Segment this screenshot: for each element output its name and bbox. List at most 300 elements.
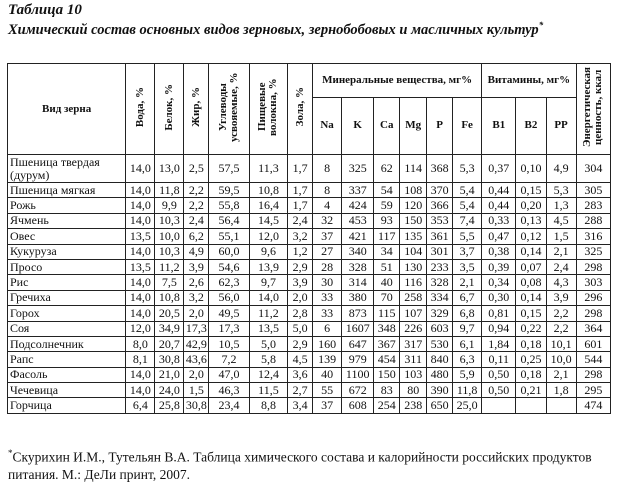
value-cell: 3,6 <box>288 367 313 382</box>
grain-name: Подсолнечник <box>8 336 126 351</box>
value-cell: 0,22 <box>516 321 546 336</box>
value-cell: 21,0 <box>155 367 184 382</box>
value-cell: 317 <box>400 336 427 351</box>
value-cell: 314 <box>342 275 374 290</box>
value-cell: 453 <box>342 213 374 228</box>
value-cell: 6 <box>313 321 342 336</box>
value-cell: 3,5 <box>453 259 482 274</box>
grain-name: Рожь <box>8 198 126 213</box>
header-ca: Ca <box>374 97 400 154</box>
value-cell: 47,0 <box>209 367 249 382</box>
value-cell: 107 <box>400 306 427 321</box>
value-cell: 23,4 <box>209 398 249 413</box>
value-cell: 13,5 <box>126 229 155 244</box>
value-cell: 2,0 <box>184 306 209 321</box>
value-cell: 254 <box>374 398 400 413</box>
value-cell: 8 <box>313 155 342 183</box>
value-cell: 3,9 <box>288 275 313 290</box>
value-cell: 14,0 <box>126 290 155 305</box>
value-cell: 2,5 <box>184 155 209 183</box>
value-cell: 135 <box>400 229 427 244</box>
value-cell: 11,5 <box>249 383 287 398</box>
value-cell: 0,21 <box>516 383 546 398</box>
grain-name: Овес <box>8 229 126 244</box>
table-row <box>8 275 611 290</box>
value-cell: 16,4 <box>249 198 287 213</box>
value-cell: 2,1 <box>546 367 576 382</box>
value-cell: 2,0 <box>184 367 209 382</box>
value-cell: 12,4 <box>249 367 287 382</box>
value-cell: 1,5 <box>546 229 576 244</box>
value-cell: 608 <box>342 398 374 413</box>
value-cell: 10,0 <box>546 352 576 367</box>
value-cell: 1,7 <box>288 198 313 213</box>
value-cell: 34 <box>374 244 400 259</box>
value-cell: 0,15 <box>516 306 546 321</box>
value-cell: 42,9 <box>185 336 207 351</box>
value-cell: 10,3 <box>155 213 184 228</box>
value-cell: 2,8 <box>288 306 313 321</box>
value-cell: 366 <box>427 198 453 213</box>
value-cell: 14,0 <box>126 213 155 228</box>
value-cell: 288 <box>576 213 610 228</box>
value-cell: 0,94 <box>482 321 516 336</box>
value-cell <box>482 398 516 413</box>
value-cell: 304 <box>576 155 610 183</box>
value-cell: 0,39 <box>482 259 516 274</box>
value-cell: 2,2 <box>546 321 576 336</box>
value-cell: 10,8 <box>249 183 287 198</box>
value-cell: 6,3 <box>453 352 482 367</box>
value-cell: 295 <box>576 383 610 398</box>
value-cell: 1100 <box>342 367 374 382</box>
value-cell: 0,11 <box>482 352 516 367</box>
grain-name: Ячмень <box>8 213 126 228</box>
value-cell: 0,14 <box>516 290 546 305</box>
value-cell: 37 <box>313 229 342 244</box>
value-cell: 0,12 <box>516 229 546 244</box>
header-k: K <box>342 97 374 154</box>
value-cell: 454 <box>374 352 400 367</box>
value-cell: 8,8 <box>249 398 287 413</box>
value-cell: 13,5 <box>249 321 287 336</box>
table-row <box>8 259 611 274</box>
value-cell: 303 <box>576 275 610 290</box>
value-cell: 17,3 <box>185 321 207 336</box>
table-row <box>8 290 611 305</box>
value-cell: 104 <box>400 244 427 259</box>
value-cell: 4,9 <box>546 155 576 183</box>
value-cell: 93 <box>374 213 400 228</box>
grain-name: Просо <box>8 259 126 274</box>
value-cell: 328 <box>427 275 453 290</box>
value-cell: 43,6 <box>185 351 207 366</box>
header-b2: B2 <box>516 97 546 154</box>
header-energy: Энергетическая ценность, ккал <box>576 64 610 155</box>
value-cell: 14,0 <box>126 183 155 198</box>
value-cell: 424 <box>342 198 374 213</box>
value-cell: 0,33 <box>482 213 516 228</box>
table-row <box>8 183 611 198</box>
value-cell: 11,2 <box>155 259 184 274</box>
value-cell: 2,2 <box>184 198 209 213</box>
value-cell: 238 <box>400 398 427 413</box>
value-cell: 13,0 <box>155 155 184 183</box>
value-cell: 328 <box>342 259 374 274</box>
grain-name: Рапс <box>8 352 126 367</box>
value-cell: 298 <box>576 306 610 321</box>
header-na: Na <box>313 97 342 154</box>
value-cell: 9,7 <box>453 321 482 336</box>
value-cell: 2,1 <box>453 275 482 290</box>
value-cell: 325 <box>342 155 374 183</box>
value-cell: 305 <box>576 183 610 198</box>
value-cell: 2,9 <box>288 336 313 351</box>
value-cell: 390 <box>427 383 453 398</box>
value-cell: 62 <box>374 155 400 183</box>
value-cell: 3,2 <box>288 229 313 244</box>
value-cell: 11,8 <box>453 383 482 398</box>
header-pp: PP <box>546 97 576 154</box>
value-cell: 25,0 <box>453 398 482 413</box>
value-cell: 361 <box>427 229 453 244</box>
value-cell: 5,3 <box>546 183 576 198</box>
value-cell: 2,4 <box>546 259 576 274</box>
value-cell: 0,08 <box>516 275 546 290</box>
value-cell: 6,1 <box>453 336 482 351</box>
value-cell: 873 <box>342 306 374 321</box>
header-mg: Mg <box>400 97 427 154</box>
value-cell: 56,0 <box>209 290 249 305</box>
table-row <box>8 383 611 398</box>
header-vitamins: Витамины, мг% <box>482 64 576 98</box>
table-row <box>8 398 611 413</box>
value-cell: 117 <box>374 229 400 244</box>
value-cell: 55,1 <box>209 229 249 244</box>
table-body <box>8 155 611 414</box>
value-cell: 1,3 <box>546 198 576 213</box>
value-cell: 11,2 <box>249 306 287 321</box>
value-cell: 1,7 <box>288 155 313 183</box>
value-cell: 116 <box>400 275 427 290</box>
value-cell: 2,2 <box>546 306 576 321</box>
value-cell: 14,0 <box>126 198 155 213</box>
value-cell: 0,10 <box>516 155 546 183</box>
value-cell: 1,84 <box>482 336 516 351</box>
value-cell: 5,5 <box>453 229 482 244</box>
value-cell: 130 <box>400 259 427 274</box>
value-cell: 9,7 <box>249 275 287 290</box>
value-cell: 14,0 <box>126 275 155 290</box>
value-cell: 0,18 <box>516 336 546 351</box>
value-cell: 0,13 <box>516 213 546 228</box>
value-cell: 10,8 <box>155 290 184 305</box>
grain-name: Пшеница мягкая <box>8 183 126 198</box>
value-cell: 5,3 <box>453 155 482 183</box>
value-cell: 46,3 <box>209 383 249 398</box>
value-cell: 0,34 <box>482 275 516 290</box>
value-cell: 6,4 <box>126 398 155 413</box>
value-cell: 0,50 <box>482 383 516 398</box>
header-p: P <box>427 97 453 154</box>
grain-name: Горчица <box>8 398 126 413</box>
value-cell: 601 <box>576 336 610 351</box>
value-cell: 14,0 <box>126 367 155 382</box>
header-carbs: Углеводы усвояемые, % <box>209 64 249 155</box>
value-cell: 368 <box>427 155 453 183</box>
table-row <box>8 336 611 351</box>
value-cell: 421 <box>342 229 374 244</box>
value-cell: 0,81 <box>482 306 516 321</box>
value-cell: 13,9 <box>249 259 287 274</box>
value-cell: 30,8 <box>155 352 184 367</box>
value-cell <box>546 398 576 413</box>
value-cell: 226 <box>400 321 427 336</box>
value-cell: 54,6 <box>209 259 249 274</box>
value-cell: 311 <box>400 352 427 367</box>
value-cell: 283 <box>576 198 610 213</box>
value-cell: 2,4 <box>288 213 313 228</box>
header-fe: Fe <box>453 97 482 154</box>
value-cell: 28 <box>313 259 342 274</box>
value-cell: 83 <box>374 383 400 398</box>
value-cell: 6,2 <box>184 229 209 244</box>
value-cell: 2,1 <box>546 244 576 259</box>
value-cell: 80 <box>400 383 427 398</box>
grain-name: Фасоль <box>8 367 126 382</box>
grain-name: Чечевица <box>8 383 126 398</box>
value-cell: 1,5 <box>184 383 209 398</box>
value-cell: 27 <box>313 244 342 259</box>
grain-name: Гречиха <box>8 290 126 305</box>
table-row <box>8 244 611 259</box>
value-cell: 5,9 <box>453 367 482 382</box>
table-row <box>8 306 611 321</box>
value-cell: 4,5 <box>546 213 576 228</box>
value-cell: 14,0 <box>126 155 155 183</box>
composition-table <box>7 63 611 414</box>
value-cell: 3,4 <box>288 398 313 413</box>
value-cell: 14,0 <box>126 244 155 259</box>
value-cell: 5,8 <box>249 352 287 367</box>
value-cell: 59 <box>374 198 400 213</box>
value-cell: 9,6 <box>249 244 287 259</box>
value-cell: 2,4 <box>184 213 209 228</box>
value-cell: 5,4 <box>453 198 482 213</box>
value-cell: 3,7 <box>453 244 482 259</box>
value-cell: 17,3 <box>209 321 249 336</box>
value-cell: 380 <box>342 290 374 305</box>
value-cell: 24,0 <box>155 383 184 398</box>
value-cell: 33 <box>313 306 342 321</box>
table-row <box>8 229 611 244</box>
value-cell: 55 <box>313 383 342 398</box>
grain-name: Рис <box>8 275 126 290</box>
header-minerals: Минеральные вещества, мг% <box>313 64 482 98</box>
footnote <box>8 445 612 483</box>
value-cell: 70 <box>374 290 400 305</box>
value-cell: 0,20 <box>516 198 546 213</box>
value-cell: 544 <box>576 352 610 367</box>
table-row <box>8 155 611 183</box>
value-cell: 672 <box>342 383 374 398</box>
value-cell: 337 <box>342 183 374 198</box>
table-title: Таблица 10 <box>8 2 82 18</box>
header-grain: Вид зерна <box>8 64 126 155</box>
value-cell: 4 <box>313 198 342 213</box>
value-cell: 3,9 <box>184 259 209 274</box>
value-cell: 103 <box>400 367 427 382</box>
value-cell: 20,5 <box>155 306 184 321</box>
value-cell: 3,2 <box>184 290 209 305</box>
value-cell: 49,5 <box>209 306 249 321</box>
table-row <box>8 367 611 382</box>
value-cell: 8 <box>313 183 342 198</box>
value-cell: 0,18 <box>516 367 546 382</box>
value-cell: 353 <box>427 213 453 228</box>
value-cell: 1607 <box>342 321 374 336</box>
value-cell: 139 <box>313 352 342 367</box>
caption-text: Химический состав основных видов зерновых, зернобобовых и масличных культур <box>8 21 539 38</box>
value-cell: 0,07 <box>516 259 546 274</box>
value-cell: 37 <box>313 398 342 413</box>
value-cell: 55,8 <box>209 198 249 213</box>
value-cell: 979 <box>342 352 374 367</box>
value-cell: 2,7 <box>288 383 313 398</box>
value-cell: 2,2 <box>184 183 209 198</box>
value-cell <box>516 398 546 413</box>
value-cell: 0,25 <box>516 352 546 367</box>
value-cell: 62,3 <box>209 275 249 290</box>
value-cell: 11,3 <box>249 155 287 183</box>
value-cell: 298 <box>576 367 610 382</box>
value-cell: 120 <box>400 198 427 213</box>
value-cell: 1,8 <box>546 383 576 398</box>
value-cell: 12,0 <box>249 229 287 244</box>
value-cell: 6,8 <box>453 306 482 321</box>
header-fiber: Пищевые волокна, % <box>249 64 287 155</box>
value-cell: 30,8 <box>185 398 207 413</box>
value-cell: 7,5 <box>155 275 184 290</box>
grain-name: Горох <box>8 306 126 321</box>
value-cell: 54 <box>374 183 400 198</box>
value-cell: 348 <box>374 321 400 336</box>
value-cell: 334 <box>427 290 453 305</box>
value-cell: 14,0 <box>126 383 155 398</box>
value-cell: 647 <box>342 336 374 351</box>
value-cell: 56,4 <box>209 213 249 228</box>
table-caption <box>8 17 608 39</box>
table-row <box>8 213 611 228</box>
value-cell: 14,0 <box>126 306 155 321</box>
footnote-mark: * <box>8 448 13 458</box>
value-cell: 2,0 <box>288 290 313 305</box>
value-cell: 115 <box>374 306 400 321</box>
value-cell: 0,38 <box>482 244 516 259</box>
value-cell: 0,15 <box>516 183 546 198</box>
table-row <box>8 321 611 336</box>
value-cell: 474 <box>576 398 610 413</box>
value-cell: 2,6 <box>184 275 209 290</box>
value-cell: 1,2 <box>288 244 313 259</box>
grain-name: Кукуруза <box>8 244 126 259</box>
value-cell: 364 <box>576 321 610 336</box>
value-cell: 150 <box>374 367 400 382</box>
value-cell: 1,7 <box>288 183 313 198</box>
value-cell: 316 <box>576 229 610 244</box>
value-cell: 4,5 <box>288 352 313 367</box>
value-cell: 3,9 <box>546 290 576 305</box>
header-ash: Зола, % <box>288 64 313 155</box>
value-cell: 160 <box>313 336 342 351</box>
value-cell: 5,0 <box>288 321 313 336</box>
value-cell: 108 <box>400 183 427 198</box>
value-cell: 40 <box>313 367 342 382</box>
value-cell: 329 <box>427 306 453 321</box>
value-cell: 25,8 <box>155 398 184 413</box>
grain-name: Пшеница твердая (дурум) <box>8 155 126 183</box>
value-cell: 0,44 <box>482 198 516 213</box>
header-protein: Белок, % <box>155 64 184 155</box>
value-cell: 14,0 <box>249 290 287 305</box>
value-cell: 10,5 <box>209 336 249 351</box>
value-cell: 0,30 <box>482 290 516 305</box>
value-cell: 40 <box>374 275 400 290</box>
value-cell: 4,3 <box>546 275 576 290</box>
value-cell: 34,9 <box>155 321 184 336</box>
value-cell: 10,0 <box>155 229 184 244</box>
value-cell: 325 <box>576 244 610 259</box>
value-cell: 9,9 <box>155 198 184 213</box>
value-cell: 57,5 <box>209 155 249 183</box>
table-row <box>8 198 611 213</box>
value-cell: 296 <box>576 290 610 305</box>
header-fat: Жир, % <box>184 64 209 155</box>
value-cell: 370 <box>427 183 453 198</box>
value-cell: 10,3 <box>155 244 184 259</box>
value-cell: 298 <box>576 259 610 274</box>
value-cell: 10,1 <box>546 336 576 351</box>
value-cell: 650 <box>427 398 453 413</box>
footnote-text: Скурихин И.М., Тутельян В.А. Таблица химического состава и калорийности российских продуктов питания. М.: ДеЛи принт, 2007. <box>8 449 592 482</box>
value-cell: 4,9 <box>184 244 209 259</box>
value-cell: 14,5 <box>249 213 287 228</box>
value-cell: 20,7 <box>155 336 184 351</box>
value-cell: 2,9 <box>288 259 313 274</box>
value-cell: 340 <box>342 244 374 259</box>
value-cell: 8,0 <box>126 336 155 351</box>
header-b1: B1 <box>482 97 516 154</box>
value-cell: 32 <box>313 213 342 228</box>
value-cell: 114 <box>400 155 427 183</box>
value-cell: 0,50 <box>482 367 516 382</box>
value-cell: 367 <box>374 336 400 351</box>
value-cell: 51 <box>374 259 400 274</box>
value-cell: 6,7 <box>453 290 482 305</box>
value-cell: 0,44 <box>482 183 516 198</box>
value-cell: 60,0 <box>209 244 249 259</box>
value-cell: 7,4 <box>453 213 482 228</box>
header-water: Вода, % <box>126 64 155 155</box>
value-cell: 59,5 <box>209 183 249 198</box>
value-cell: 480 <box>427 367 453 382</box>
value-cell: 301 <box>427 244 453 259</box>
value-cell: 0,47 <box>482 229 516 244</box>
value-cell: 530 <box>427 336 453 351</box>
value-cell: 5,0 <box>249 336 287 351</box>
value-cell: 0,37 <box>482 155 516 183</box>
value-cell: 5,4 <box>453 183 482 198</box>
